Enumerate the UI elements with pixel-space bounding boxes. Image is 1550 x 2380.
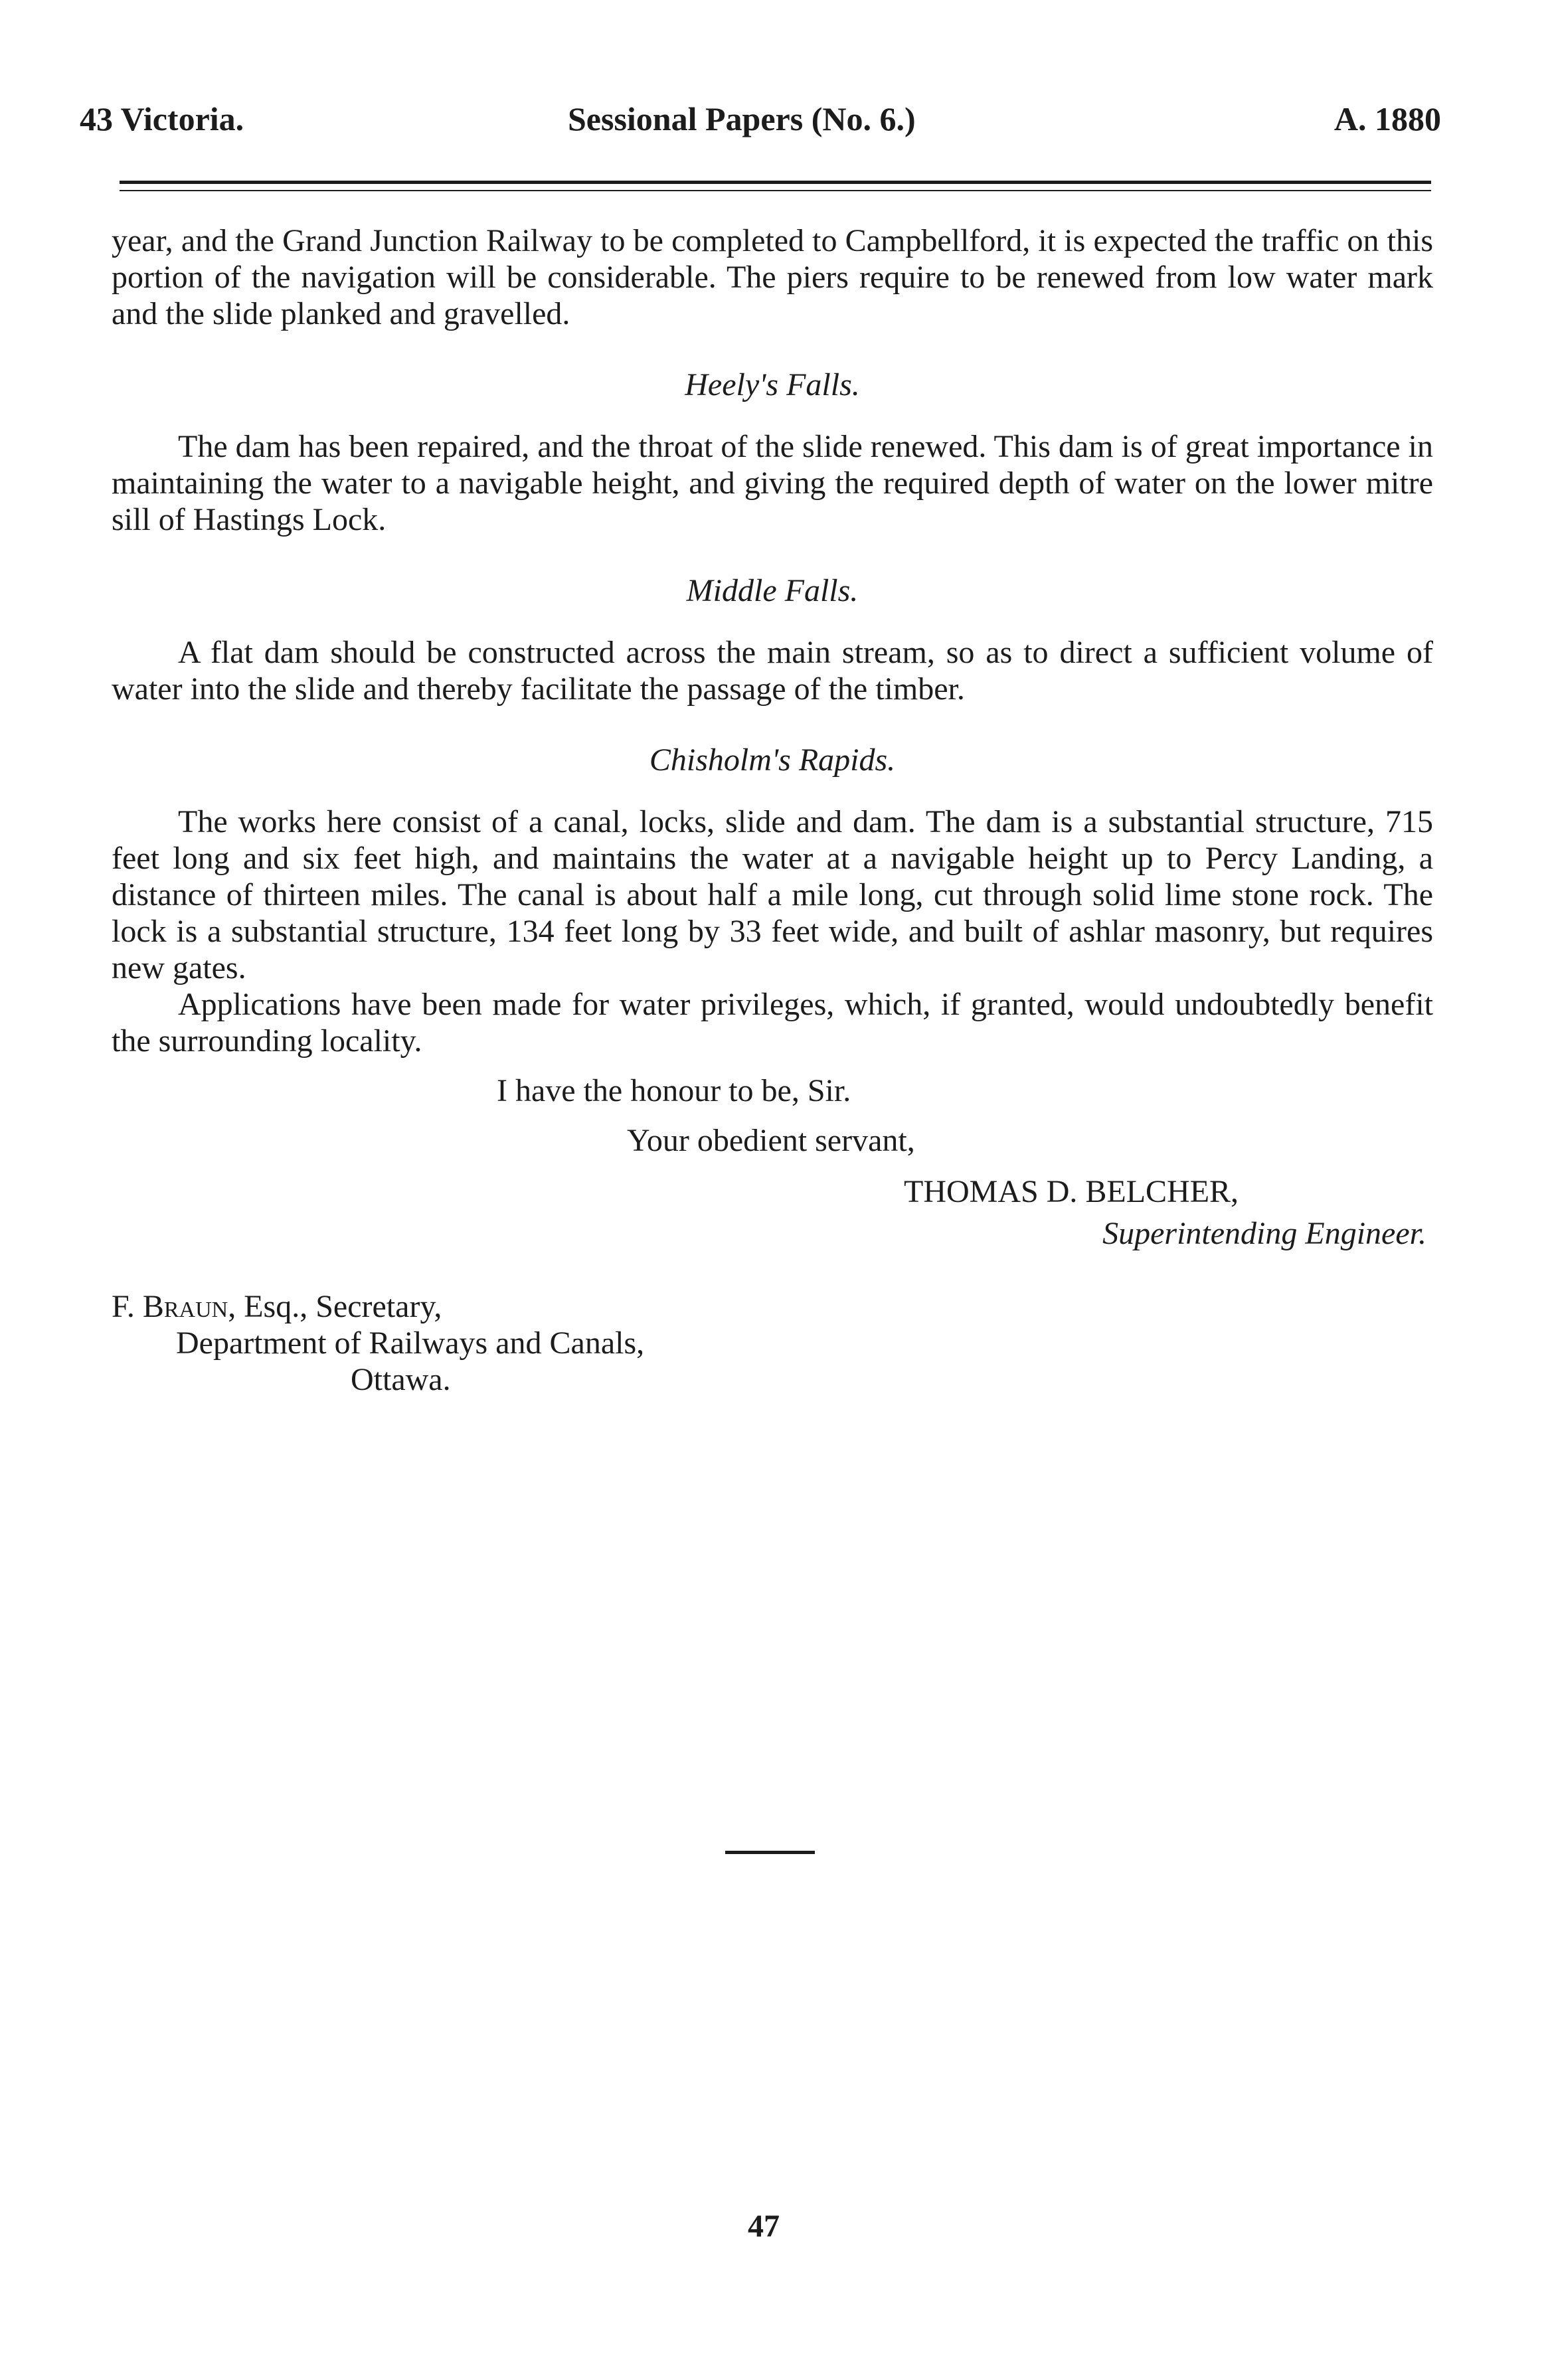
signatory-name: THOMAS D. BELCHER,	[904, 1174, 1239, 1209]
header-title: Sessional Papers (No. 6.)	[568, 100, 916, 137]
header-year: A. 1880	[1334, 100, 1441, 137]
header-rule-thick	[120, 181, 1431, 184]
recipient-address	[112, 1288, 1433, 1398]
recipient-department: Department of Railways and Canals,	[176, 1325, 645, 1361]
recipient-line	[112, 1288, 1433, 1325]
body-text	[112, 222, 1433, 1398]
letter-closing	[112, 1072, 1433, 1252]
header-rule-thin	[120, 190, 1431, 191]
running-header	[80, 100, 1441, 146]
heelys-falls-paragraph: The dam has been repaired, and the throat of the slide renewed. This dam is of great importance in maintaining the water to a navigable height, and giving the required depth of water on the lower mitre sill of Hastings Lock.	[112, 429, 1433, 537]
recipient-initial: F.	[112, 1289, 143, 1324]
heading-heelys-falls: Heely's Falls.	[685, 367, 860, 402]
applications-paragraph: Applications have been made for water privileges, which, if granted, would undoubtedly benefit the surrounding locality.	[112, 987, 1433, 1059]
end-rule	[725, 1851, 815, 1854]
recipient-rest: , Esq., Secretary,	[228, 1289, 442, 1324]
header-volume: 43 Victoria.	[80, 100, 244, 137]
heading-chisholms-rapids: Chisholm's Rapids.	[649, 742, 896, 778]
closing-salutation: I have the honour to be, Sir.	[497, 1073, 851, 1108]
recipient-city: Ottawa.	[351, 1362, 451, 1397]
intro-paragraph: year, and the Grand Junction Railway to be completed to Campbellford, it is expected the traffic on this portion of the navigation will be considerable. The piers require to be renewed from low water mark and the slide planked and gravelled.	[112, 223, 1433, 331]
heading-middle-falls: Middle Falls.	[686, 573, 859, 608]
signatory-title: Superintending Engineer.	[1102, 1216, 1426, 1251]
chisholms-rapids-paragraph: The works here consist of a canal, locks, slide and dam. The dam is a substantial structure, 715 feet long and six feet high, and maintains the water at a navigable height up to Percy Landing, a distance of thirteen miles. The canal is about half a mile long, cut through solid lime stone rock. The lock is a substantial structure, 134 feet long by 33 feet wide, and built of ashlar masonry, but requires new gates.	[112, 804, 1433, 985]
middle-falls-paragraph: A flat dam should be constructed across the main stream, so as to direct a sufficient volume of water into the slide and thereby facilitate the passage of the timber.	[112, 635, 1433, 707]
recipient-surname: Braun	[142, 1289, 228, 1324]
closing-servant: Your obedient servant,	[627, 1123, 915, 1158]
page-number: 47	[748, 2209, 780, 2244]
